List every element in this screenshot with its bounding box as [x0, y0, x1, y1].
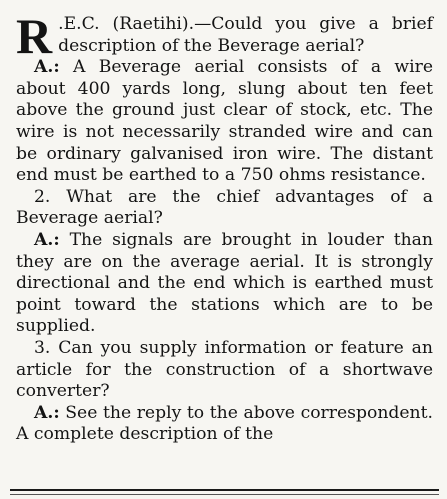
- answer-3-text: See the reply to the above correspondent. A complete description of the: [16, 402, 433, 445]
- question-3: [16, 338, 433, 403]
- drop-cap: R: [16, 8, 53, 64]
- column-rule: [10, 489, 439, 491]
- answer-3-marker: A.:: [34, 402, 60, 423]
- question-2: [16, 187, 433, 230]
- answer-2-text: The signals are brought in louder than they are on the average aerial. It is strongly directional and the end which is earthed must point toward the stations which are to be supplied.: [16, 229, 433, 337]
- column-rule-thin: [10, 494, 439, 495]
- answer-1: [16, 57, 433, 187]
- question-1-text: .E.C. (Raetihi).—Could you give a brief description of the Beverage aerial?: [58, 14, 433, 56]
- answer-2: [16, 230, 433, 338]
- answer-1-marker: A.:: [34, 57, 60, 78]
- question-2-text: 2. What are the chief advantages of a Beverage aerial?: [16, 186, 433, 229]
- answer-2-marker: A.:: [34, 229, 60, 250]
- question-1: [16, 8, 433, 64]
- answer-1-text: A Beverage aerial consists of a wire about 400 yards long, slung about ten feet above the ground just clear of stock, etc. The wire is not necessarily stranded wire and can be ordinary galvanised iron wire. The distant end must be earthed to a 750 ohms resistance.: [16, 57, 433, 186]
- answer-3: [16, 403, 433, 446]
- question-3-text: 3. Can you supply information or feature an article for the construction of a shortwave converter?: [16, 337, 433, 402]
